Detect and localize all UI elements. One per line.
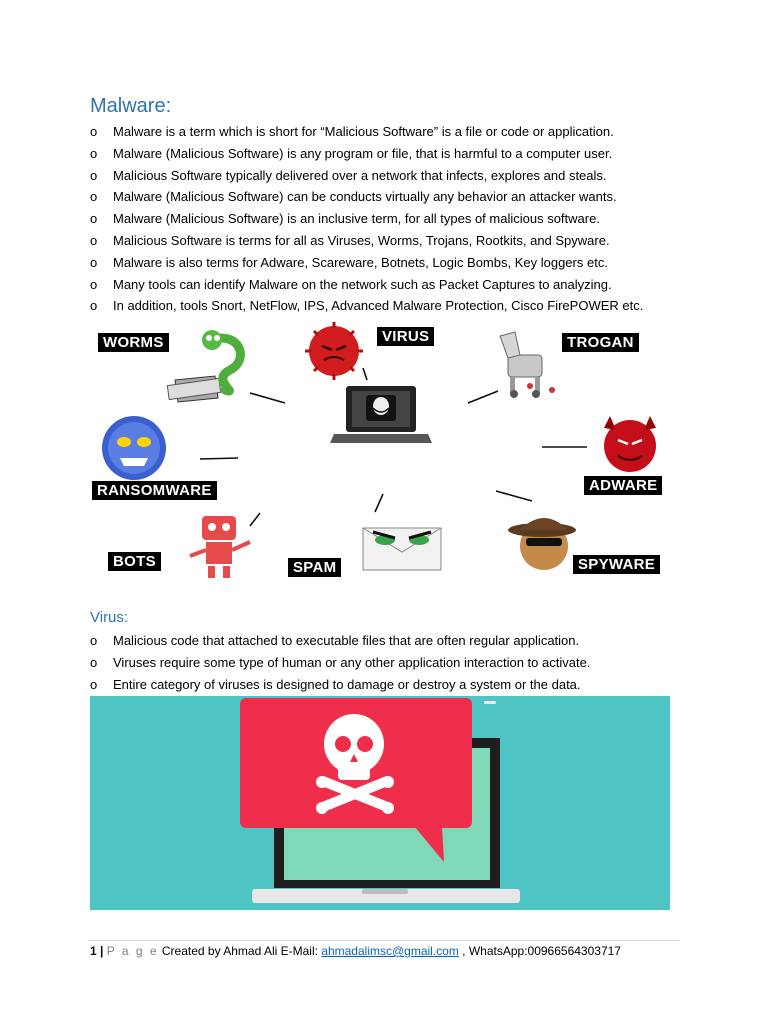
spyware-detective-icon [508, 518, 576, 570]
malware-heading: Malware: [90, 95, 172, 117]
bullet-marker: o [90, 232, 98, 248]
list-item-text: Malicious code that attached to executable files that are often regular application. [113, 633, 580, 648]
list-item-text: Many tools can identify Malware on the network such as Packet Captures to analyzing. [113, 276, 612, 292]
robot-icon [190, 516, 250, 578]
bullet-marker: o [90, 189, 98, 205]
list-item [90, 652, 690, 674]
list-item [90, 143, 690, 165]
list-item [90, 186, 690, 208]
list-item-text: Malware (Malicious Software) can be conducts virtually any behavior an attacker wants. [113, 189, 617, 205]
list-item [90, 230, 690, 252]
virus-label: VIRUS [377, 327, 434, 346]
list-item [90, 674, 690, 696]
virus-illustration-graphics [90, 696, 670, 910]
list-item [90, 121, 690, 143]
email-link[interactable]: ahmadalimsc@gmail.com [321, 944, 459, 958]
spam-label: SPAM [288, 558, 341, 577]
worms-label: WORMS [98, 333, 169, 352]
list-item-text: Malware is a term which is short for “Malicious Software” is a file or code or application. [113, 124, 614, 139]
adware-label: ADWARE [584, 476, 662, 495]
bullet-marker: o [90, 676, 98, 692]
malware-bullet-list [90, 121, 690, 317]
list-item [90, 252, 690, 274]
bullet-marker: o [90, 211, 98, 227]
bullet-marker: o [90, 276, 98, 292]
list-item [90, 630, 690, 652]
ransomware-label: RANSOMWARE [92, 481, 217, 500]
laptop-icon [330, 386, 432, 443]
bullet-marker: o [90, 167, 98, 183]
list-item-text: Malware (Malicious Software) is an inclusive term, for all types of malicious software. [113, 211, 600, 227]
malware-types-illustration [90, 320, 678, 584]
trojan-horse-icon [500, 332, 555, 398]
list-item-text: Malicious Software typically delivered over a network that infects, explores and steals. [113, 167, 607, 183]
page-footer [90, 944, 621, 958]
footer-separator: | [96, 944, 107, 958]
virus-bullet-list [90, 630, 690, 695]
bots-label: BOTS [108, 552, 161, 571]
page-word: P a g e [106, 944, 159, 958]
list-item-text: Malicious Software is terms for all as Viruses, Worms, Trojans, Rootkits, and Spyware. [113, 232, 610, 248]
list-item [90, 208, 690, 230]
list-item [90, 295, 690, 317]
list-item-text: Entire category of viruses is designed to damage or destroy a system or the data. [113, 676, 581, 692]
list-item [90, 165, 690, 187]
virus-alert-illustration [90, 696, 670, 910]
footer-divider [88, 940, 680, 941]
footer-created-by: Created by Ahmad Ali E-Mail: [161, 944, 322, 958]
footer-whatsapp: , WhatsApp:00966564303717 [458, 944, 621, 958]
list-item-text: Malware is also terms for Adware, Scareware, Botnets, Logic Bombs, Key loggers etc. [113, 254, 608, 270]
list-item [90, 274, 690, 296]
bullet-marker: o [90, 145, 98, 161]
worm-icon [167, 330, 240, 402]
spam-envelope-icon [363, 528, 441, 570]
page-number: 1 [90, 944, 97, 958]
virus-icon [305, 322, 363, 380]
adware-devil-icon [604, 416, 656, 472]
bullet-marker: o [90, 298, 98, 314]
ransomware-monster-icon [102, 416, 166, 480]
bullet-marker: o [90, 254, 98, 270]
malware-illustration-graphics [90, 320, 678, 584]
list-item-text: Malware (Malicious Software) is any program or file, that is harmful to a computer user. [113, 145, 613, 161]
trogan-label: TROGAN [562, 333, 639, 352]
list-item-text: In addition, tools Snort, NetFlow, IPS, Advanced Malware Protection, Cisco FirePOWER etc. [113, 298, 644, 314]
bullet-marker: o [90, 633, 98, 648]
spyware-label: SPYWARE [573, 555, 660, 574]
list-item-text: Viruses require some type of human or any other application interaction to activate. [113, 654, 591, 670]
bullet-marker: o [90, 124, 98, 139]
bullet-marker: o [90, 654, 98, 670]
virus-heading: Virus: [90, 609, 129, 626]
